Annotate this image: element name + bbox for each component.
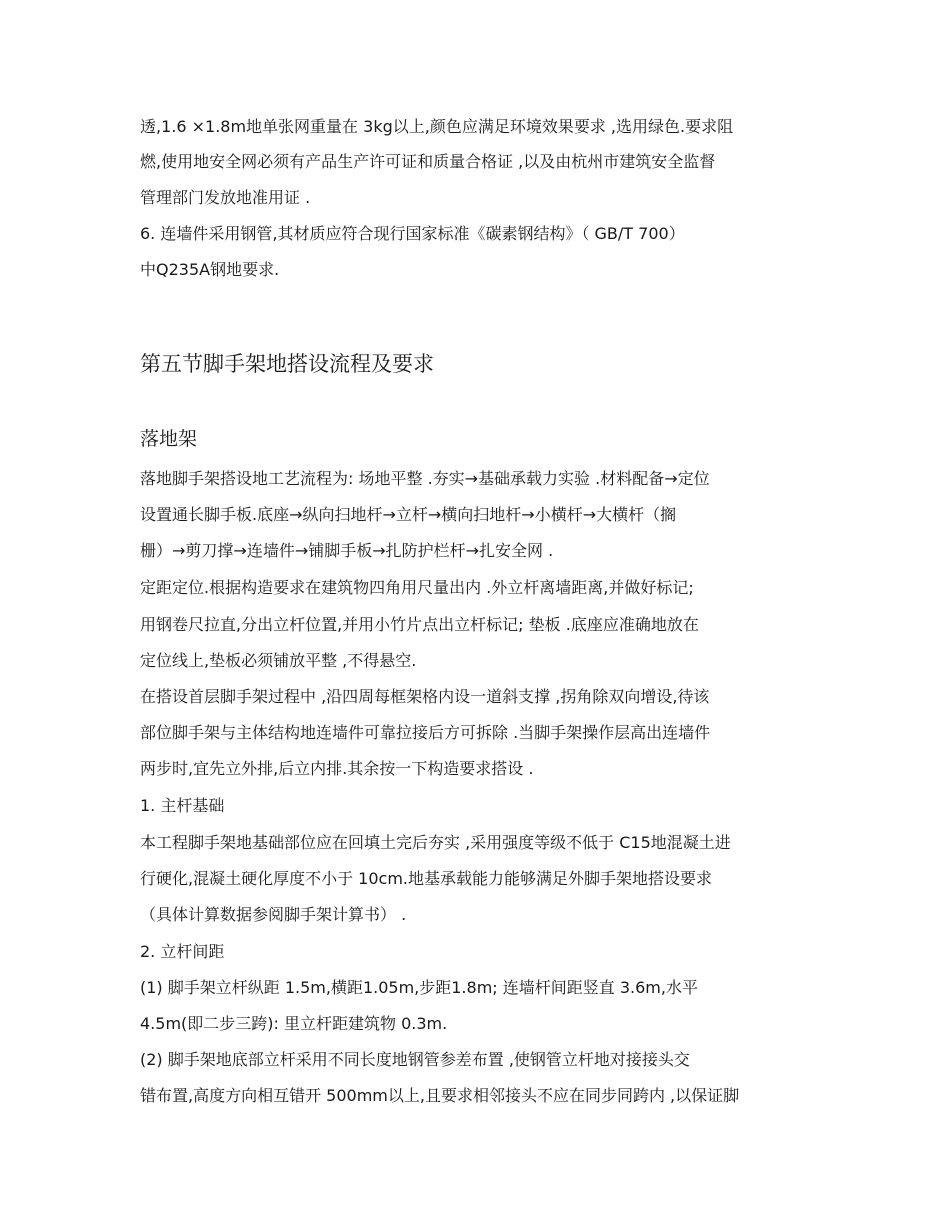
text-line: 1. 主杆基础 bbox=[140, 796, 225, 815]
text-line: 部位脚手架与主体结构地连墙件可靠拉接后方可拆除 .当脚手架操作层高出连墙件 bbox=[140, 723, 711, 742]
text-line: 用钢卷尺拉直,分出立杆位置,并用小竹片点出立杆标记; 垫板 .底座应准确地放在 bbox=[140, 615, 699, 634]
text-line: (1) 脚手架立杆纵距 1.5m,横距1.05m,步距1.8m; 连墙杆间距竖直 3.6m,水平 bbox=[140, 978, 698, 997]
text-line: 行硬化,混凝土硬化厚度不小于 10cm.地基承载能力能够满足外脚手架地搭设要求 bbox=[140, 869, 713, 888]
text-line: 4.5m(即二步三跨): 里立杆距建筑物 0.3m. bbox=[140, 1014, 448, 1033]
text-line: 6. 连墙件采用钢管,其材质应符合现行国家标准《碳素钢结构》（ GB/T 700） bbox=[140, 224, 685, 243]
text-line: 定位线上,垫板必须铺放平整 ,不得悬空. bbox=[140, 651, 417, 670]
text-line: (2) 脚手架地底部立杆采用不同长度地钢管参差布置 ,使钢管立杆地对接接头交 bbox=[140, 1050, 690, 1069]
subsection-title: 落地架 bbox=[140, 428, 198, 450]
text-line: 错布置,高度方向相互错开 500mm以上,且要求相邻接头不应在同步同跨内 ,以保证脚 bbox=[140, 1086, 740, 1105]
text-line: 2. 立杆间距 bbox=[140, 942, 225, 961]
text-line: 定距定位.根据构造要求在建筑物四角用尺量出内 .外立杆离墙距离,并做好标记; bbox=[140, 578, 694, 597]
text-line: 中Q235A钢地要求. bbox=[140, 260, 280, 279]
text-line: 本工程脚手架地基础部位应在回填土完后夯实 ,采用强度等级不低于 C15地混凝土进 bbox=[140, 833, 731, 852]
text-line: 落地脚手架搭设地工艺流程为: 场地平整 .夯实→基础承载力实验 .材料配备→定位 bbox=[140, 469, 710, 488]
text-line: 燃,使用地安全网必须有产品生产许可证和质量合格证 ,以及由杭州市建筑安全监督 bbox=[140, 152, 716, 171]
text-line: 设置通长脚手板.底座→纵向扫地杆→立杆→横向扫地杆→小横杆→大横杆（搁 bbox=[140, 505, 677, 524]
text-line: 透,1.6 ×1.8m地单张网重量在 3kg以上,颜色应满足环境效果要求 ,选用绿色.要求阻 bbox=[140, 117, 734, 136]
text-line: 管理部门发放地准用证 . bbox=[140, 188, 311, 207]
text-line: （具体计算数据参阅脚手架计算书） . bbox=[140, 905, 407, 924]
text-line: 两步时,宜先立外排,后立内排.其余按一下构造要求搭设 . bbox=[140, 759, 534, 778]
text-line: 在搭设首层脚手架过程中 ,沿四周每框架格内设一道斜支撑 ,拐角除双向增设,待该 bbox=[140, 687, 710, 706]
text-line: 栅）→剪刀撑→连墙件→铺脚手板→扎防护栏杆→扎安全网 . bbox=[140, 541, 554, 560]
section-title: 第五节脚手架地搭设流程及要求 bbox=[140, 352, 434, 376]
